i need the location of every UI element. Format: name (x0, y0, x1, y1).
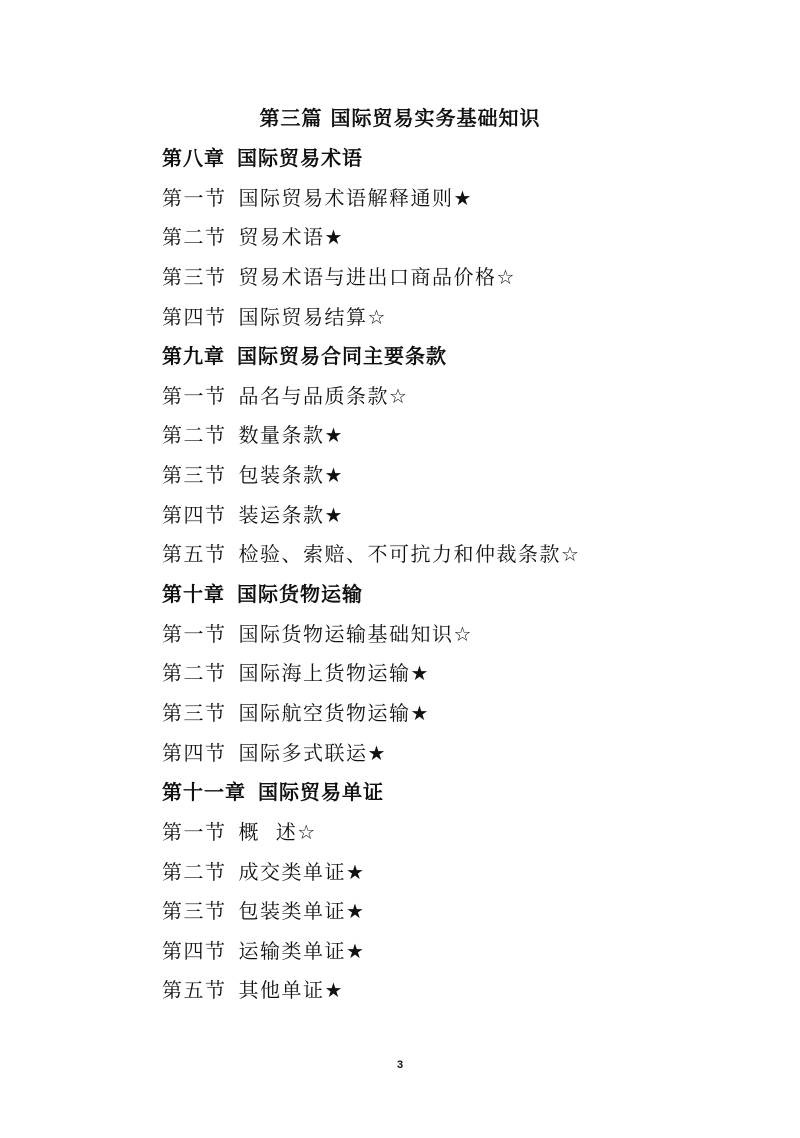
section-title: 国际多式联运★ (238, 740, 387, 765)
section-title: 概 述☆ (238, 819, 317, 844)
section-number: 第二节 (162, 423, 227, 448)
section-title: 国际货物运输基础知识☆ (238, 621, 473, 646)
chapter-heading (162, 778, 722, 818)
section-title: 贸易术语与进出口商品价格☆ (238, 264, 516, 289)
section-number: 第三节 (162, 264, 227, 289)
section-number: 第一节 (162, 819, 227, 844)
section-title: 成交类单证★ (238, 859, 366, 884)
section-entry (162, 421, 722, 461)
section-entry (162, 699, 722, 739)
section-number: 第一节 (162, 383, 227, 408)
section-title: 检验、索赔、不可抗力和仲裁条款☆ (238, 542, 581, 567)
part-title: 第三篇 国际贸易实务基础知识 (259, 106, 541, 130)
section-title: 包装条款★ (238, 463, 344, 488)
section-entry (162, 937, 722, 977)
section-entry (162, 540, 722, 580)
section-number: 第二节 (162, 859, 227, 884)
section-entry (162, 263, 722, 303)
section-number: 第三节 (162, 700, 227, 725)
section-entry (162, 659, 722, 699)
section-number: 第四节 (162, 938, 227, 963)
section-title: 其他单证★ (238, 978, 344, 1003)
chapter-title: 国际贸易术语 (237, 146, 363, 170)
section-entry (162, 976, 722, 1016)
chapter-heading (162, 580, 722, 620)
section-entry (162, 858, 722, 898)
section-title: 数量条款★ (238, 423, 344, 448)
chapter-heading (162, 144, 722, 184)
section-number: 第四节 (162, 740, 227, 765)
chapter-number: 第十一章 (162, 780, 246, 805)
section-title: 包装类单证★ (238, 899, 366, 924)
section-number: 第二节 (162, 661, 227, 686)
section-title: 国际贸易结算☆ (238, 304, 387, 329)
section-title: 国际海上货物运输★ (238, 661, 430, 686)
section-entry (162, 739, 722, 779)
section-number: 第四节 (162, 304, 227, 329)
section-title: 贸易术语★ (238, 225, 344, 250)
section-entry (162, 818, 722, 858)
section-entry (162, 303, 722, 343)
section-entry (162, 461, 722, 501)
section-entry (162, 184, 722, 224)
chapter-title: 国际货物运输 (237, 582, 363, 607)
chapter-heading (162, 342, 722, 382)
section-title: 运输类单证★ (238, 938, 366, 963)
chapter-number: 第十章 (162, 582, 225, 607)
section-number: 第一节 (162, 621, 227, 646)
section-title: 国际贸易术语解释通则★ (238, 185, 473, 210)
section-title: 装运条款★ (238, 502, 344, 527)
chapter-number: 第八章 (162, 146, 225, 170)
section-number: 第五节 (162, 978, 227, 1003)
section-number: 第五节 (162, 542, 227, 567)
section-number: 第二节 (162, 225, 227, 250)
section-title: 国际航空货物运输★ (238, 700, 430, 725)
section-entry (162, 620, 722, 660)
section-entry (162, 897, 722, 937)
section-number: 第三节 (162, 899, 227, 924)
section-entry (162, 501, 722, 541)
table-of-contents (162, 144, 722, 1016)
chapter-number: 第九章 (162, 344, 225, 369)
section-entry (162, 223, 722, 263)
section-number: 第一节 (162, 185, 227, 210)
section-number: 第三节 (162, 463, 227, 488)
chapter-title: 国际贸易单证 (258, 780, 384, 805)
section-number: 第四节 (162, 502, 227, 527)
section-entry (162, 382, 722, 422)
page-number: 3 (396, 1059, 404, 1071)
chapter-title: 国际贸易合同主要条款 (237, 344, 447, 369)
section-title: 品名与品质条款☆ (238, 383, 409, 408)
